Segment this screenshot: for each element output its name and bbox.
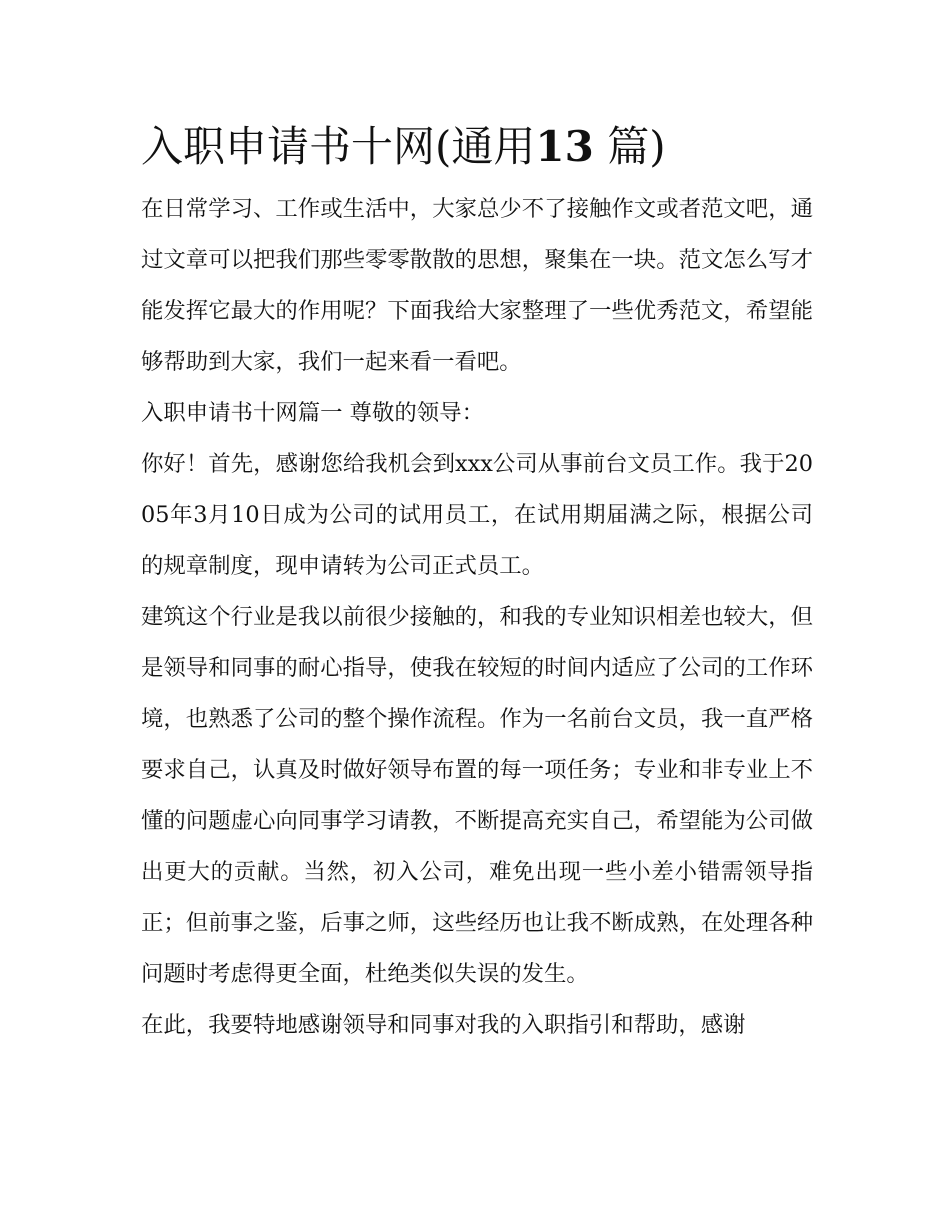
- body-paragraph: 建筑这个行业是我以前很少接触的，和我的专业知识相差也较大，但是领导和同事的耐心指导，使我在较短的时间内适应了公司的工作环境，也熟悉了公司的整个操作流程。作为一名前台文员，我一直严格要求自己，认真及时做好领导布置的每一项任务；专业和非专业上不懂的问题虚心向同事学习请教，不断提高充实自己，希望能为公司做出更大的贡献。当然，初入公司，难免出现一些小差小错需领导指正；但前事之鉴，后事之师，这些经历也让我不断成熟，在处理各种问题时考虑得更全面，杜绝类似失误的发生。: [141, 604, 813, 987]
- title-suffix: 篇): [607, 122, 666, 171]
- title-number: 13: [535, 122, 594, 171]
- title-prefix: 入职申请书十网(通用: [141, 122, 536, 171]
- section-heading: 入职申请书十网篇一 尊敬的领导：: [141, 400, 484, 426]
- greeting-paragraph: 你好！首先，感谢您给我机会到xxx公司从事前台文员工作。我于2005年3月10日成为公司的试用员工，在试用期届满之际，根据公司的规章制度，现申请转为公司正式员工。: [141, 451, 813, 579]
- thanks-paragraph: 在此，我要特地感谢领导和同事对我的入职指引和帮助，感谢: [141, 1012, 746, 1038]
- document-page: [141, 116, 813, 1051]
- document-title: [141, 116, 813, 178]
- intro-paragraph: 在日常学习、工作或生活中，大家总少不了接触作文或者范文吧，通过文章可以把我们那些零零散散的思想，聚集在一块。范文怎么写才能发挥它最大的作用呢？下面我给大家整理了一些优秀范文，希望能够帮助到大家，我们一起来看一看吧。: [141, 196, 813, 375]
